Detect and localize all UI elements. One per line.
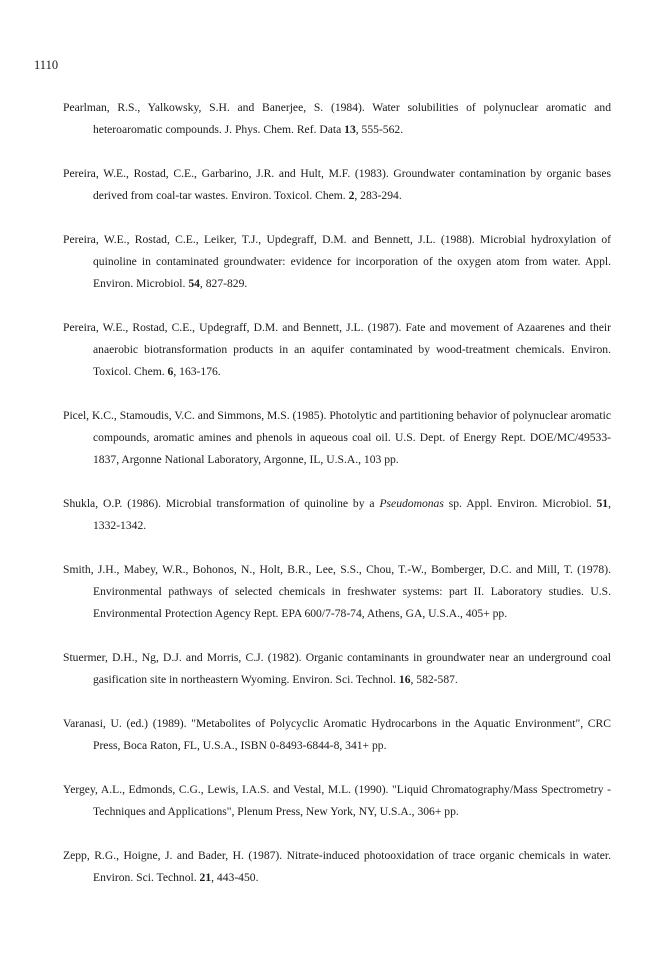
reference-text: Pereira, W.E., Rostad, C.E., Updegraff, D.M. and Bennett, J.L. (1987). Fate and movement of Azaarenes and their anaerobic biotransformation products in an aquifer contaminated by wood-treatment chemicals. Environ. Toxicol. Chem. <box>63 321 611 378</box>
reference-entry <box>63 163 611 207</box>
reference-volume: 6 <box>167 365 174 378</box>
reference-text: Stuermer, D.H., Ng, D.J. and Morris, C.J. (1982). Organic contaminants in groundwater near an underground coal gasification site in northeastern Wyoming. Environ. Sci. Technol. <box>63 651 611 686</box>
reference-text: Yergey, A.L., Edmonds, C.G., Lewis, I.A.S. and Vestal, M.L. (1990). "Liquid Chromatography/Mass Spectrometry - Techniques and Applications", Plenum Press, New York, NY, U.S.A., 306+ pp. <box>63 783 611 818</box>
reference-entry <box>63 405 611 471</box>
reference-pages: , 827-829. <box>199 277 248 290</box>
reference-entry <box>63 317 611 383</box>
reference-volume: 54 <box>188 277 200 290</box>
reference-text: Picel, K.C., Stamoudis, V.C. and Simmons, M.S. (1985). Photolytic and partitioning behavior of polynuclear aromatic compounds, aromatic amines and phenols in aqueous coal oil. U.S. Dept. of Energy Rept. DOE/MC/49533-1837, Argonne National Laboratory, Argonne, IL, U.S.A., 103 pp. <box>63 409 611 466</box>
reference-volume: 13 <box>344 123 356 136</box>
reference-pages: , 1332-1342. <box>93 497 611 532</box>
reference-text-continued: sp. Appl. Environ. Microbiol. <box>443 497 597 510</box>
reference-volume: 2 <box>348 189 355 202</box>
reference-pages: , 163-176. <box>173 365 221 378</box>
reference-pages: , 582-587. <box>410 673 458 686</box>
reference-entry <box>63 493 611 537</box>
reference-text: Varanasi, U. (ed.) (1989). "Metabolites of Polycyclic Aromatic Hydrocarbons in the Aquatic Environment", CRC Press, Boca Raton, FL, U.S.A., ISBN 0-8493-6844-8, 341+ pp. <box>63 717 611 752</box>
reference-entry <box>63 713 611 757</box>
reference-volume: 21 <box>199 871 212 884</box>
reference-list <box>63 97 611 889</box>
reference-entry <box>63 97 611 141</box>
reference-entry <box>63 647 611 691</box>
reference-text: Zepp, R.G., Hoigne, J. and Bader, H. (1987). Nitrate-induced photooxidation of trace organic chemicals in water. Environ. Sci. Technol. <box>63 849 611 884</box>
reference-pages: , 443-450. <box>211 871 259 884</box>
reference-text: Pereira, W.E., Rostad, C.E., Garbarino, J.R. and Hult, M.F. (1983). Groundwater contamination by organic bases derived from coal-tar wastes. Environ. Toxicol. Chem. <box>63 167 611 202</box>
reference-text: Pearlman, R.S., Yalkowsky, S.H. and Banerjee, S. (1984). Water solubilities of polynuclear aromatic and heteroaromatic compounds. J. Phys. Chem. Ref. Data <box>63 101 611 136</box>
reference-italic-text: Pseudomonas <box>379 497 444 510</box>
reference-entry <box>63 229 611 295</box>
reference-text: Smith, J.H., Mabey, W.R., Bohonos, N., Holt, B.R., Lee, S.S., Chou, T.-W., Bomberger, D.C. and Mill, T. (1978). Environmental pathways of selected chemicals in freshwater systems: part II. Laboratory studies. U.S. Environmental Protection Agency Rept. EPA 600/7-78-74, Athens, GA, U.S.A., 405+ pp. <box>63 563 611 620</box>
reference-volume: 51 <box>596 497 609 510</box>
reference-entry <box>63 845 611 889</box>
reference-entry <box>63 559 611 625</box>
reference-pages: , 555-562. <box>355 123 404 136</box>
reference-text: Shukla, O.P. (1986). Microbial transformation of quinoline by a <box>63 497 380 510</box>
reference-pages: , 283-294. <box>354 189 402 202</box>
page-number: 1110 <box>34 58 59 72</box>
reference-volume: 16 <box>398 673 411 686</box>
reference-text: Pereira, W.E., Rostad, C.E., Leiker, T.J., Updegraff, D.M. and Bennett, J.L. (1988). Microbial hydroxylation of quinoline in contaminated groundwater: evidence for incorporation of the oxygen atom from water. Appl. Environ. Microbiol. <box>63 233 611 290</box>
reference-entry <box>63 779 611 823</box>
